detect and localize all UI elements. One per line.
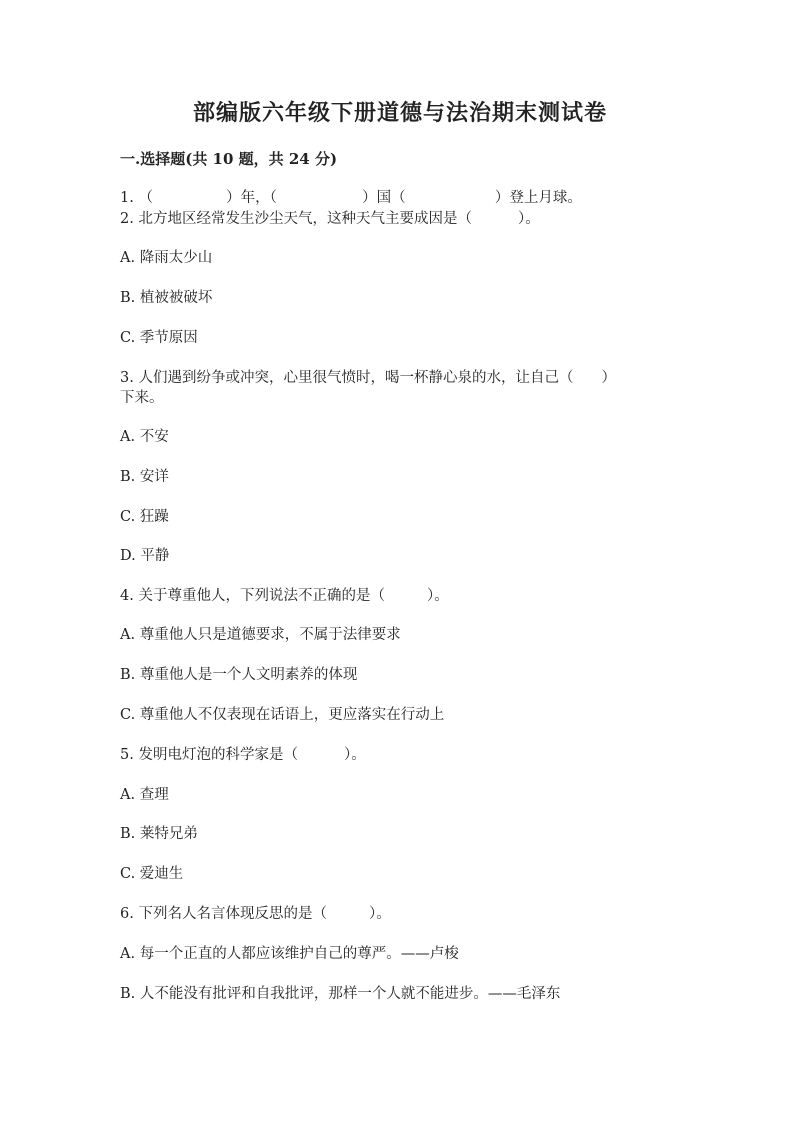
question-6-option-a: A. 每一个正直的人都应该维护自己的尊严。——卢梭 [120, 946, 459, 962]
page-title: 部编版六年级下册道德与法治期末测试卷 [192, 100, 607, 126]
question-5-text: 5. 发明电灯泡的科学家是（ [120, 747, 298, 763]
question-3-option-d: D. 平静 [120, 548, 170, 564]
question-3-text-end: ） [601, 370, 616, 386]
question-2-option-a: A. 降雨太少山 [120, 250, 213, 266]
question-5-option-c: C. 爱迪生 [120, 866, 184, 882]
question-1-part-3: ）国（ [362, 190, 406, 206]
question-5-option-b: B. 莱特兄弟 [120, 826, 198, 842]
question-6-text-end: ）。 [368, 906, 391, 922]
question-3-option-c: C. 狂躁 [120, 509, 169, 525]
question-6-stem [120, 904, 680, 924]
question-4-text-end: ）。 [426, 588, 449, 604]
question-2-option-b: B. 植被被破坏 [120, 290, 213, 306]
question-2-text-end: ）。 [517, 211, 540, 227]
question-2-text: 2. 北方地区经常发生沙尘天气，这种天气主要成因是（ [120, 211, 472, 227]
question-3-text: 3. 人们遇到纷争或冲突，心里很气愤时，喝一杯静心泉的水，让自己（ [120, 370, 574, 386]
question-5-text-end: ）。 [343, 747, 366, 763]
question-4-text: 4. 关于尊重他人，下列说法不正确的是（ [120, 588, 385, 604]
question-6-option-b: B. 人不能没有批评和自我批评，那样一个人就不能进步。——毛泽东 [120, 986, 561, 1002]
question-3-option-b: B. 安详 [120, 469, 169, 485]
question-5-stem [120, 745, 680, 765]
question-4-stem [120, 586, 680, 606]
question-1-number: 1. [120, 190, 134, 206]
question-4-option-b: B. 尊重他人是一个人文明素养的体现 [120, 667, 358, 683]
question-1-part-2: ）年，（ [226, 190, 277, 206]
question-2-stem [120, 209, 680, 229]
question-4-option-a: A. 尊重他人只是道德要求，不属于法律要求 [120, 627, 401, 643]
question-4-option-c: C. 尊重他人不仅表现在话语上，更应落实在行动上 [120, 707, 445, 723]
question-3-stem-continued: 下来。 [120, 390, 164, 406]
question-1-part-4: ）登上月球。 [494, 190, 582, 206]
question-3-stem [120, 368, 680, 388]
question-6-text: 6. 下列名人名言体现反思的是（ [120, 906, 327, 922]
question-1 [120, 188, 680, 208]
section-heading: 一.选择题(共 10 题，共 24 分) [120, 150, 338, 168]
question-3-option-a: A. 不安 [120, 429, 169, 445]
question-1-part-1: （ [138, 190, 153, 206]
question-2-option-c: C. 季节原因 [120, 330, 198, 346]
question-5-option-a: A. 查理 [120, 787, 169, 803]
